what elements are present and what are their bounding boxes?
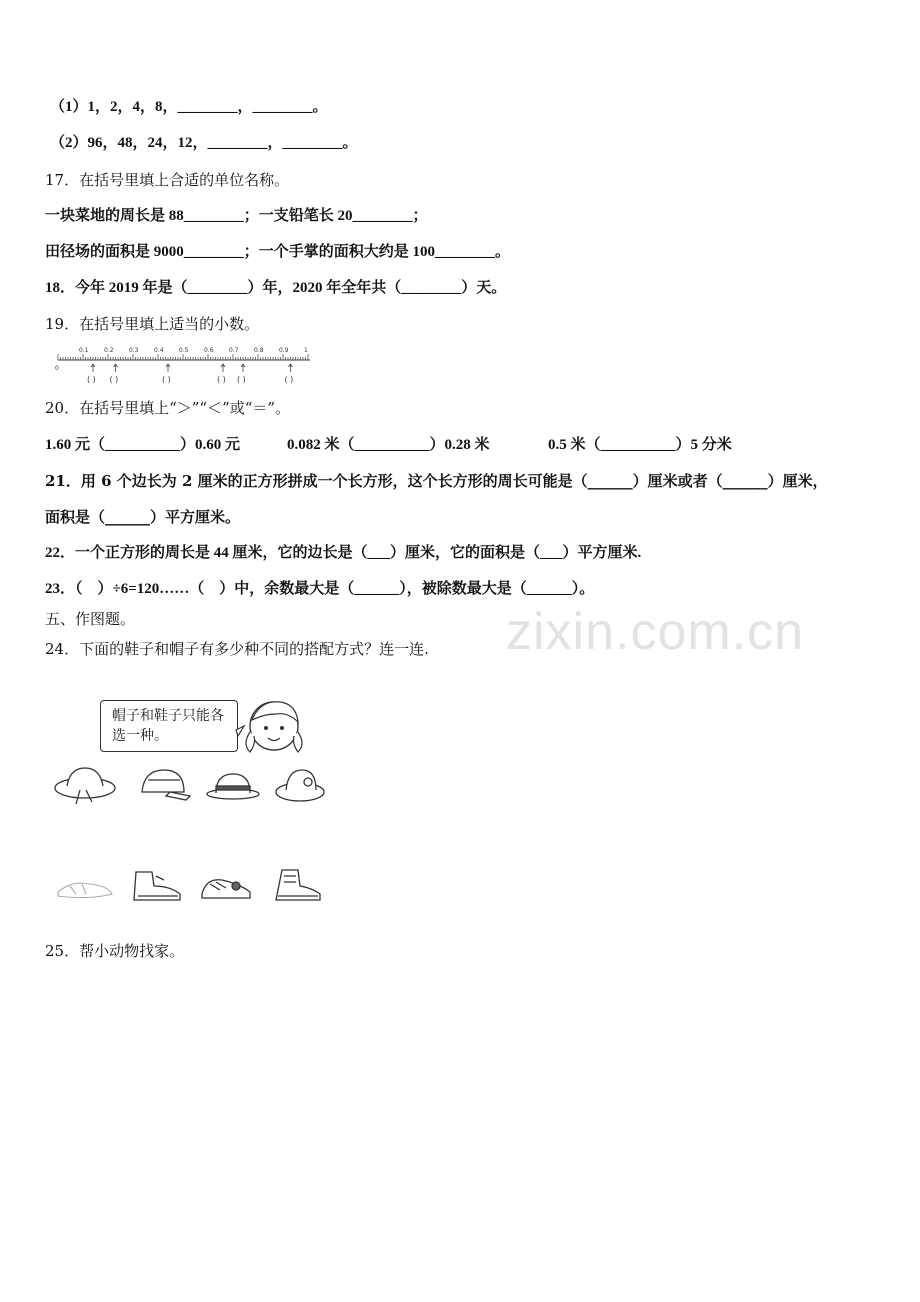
ruler-label: 0	[55, 365, 59, 372]
number-line	[50, 342, 320, 388]
q17-line1: 一块菜地的周长是 88________；一支铅笔长 20________；	[45, 208, 428, 224]
ruler-label: 0.3	[129, 347, 139, 354]
sun-hat-bow-icon	[55, 768, 115, 804]
ruler-label: 0.1	[79, 347, 89, 354]
q17-title: 17．在括号里填上合适的单位名称。	[45, 171, 290, 189]
fedora-icon	[207, 774, 259, 799]
shoes-row	[50, 864, 330, 909]
answer-arrow	[91, 364, 95, 372]
answer-bracket: ( )	[109, 375, 119, 384]
q20-item-1: 1.60 元（__________）0.60 元	[45, 437, 241, 453]
q17-line2: 田径场的面积是 9000________；一个手掌的面积大约是 100________。	[45, 244, 511, 260]
ruler-label: 0.9	[279, 347, 289, 354]
q25: 25．帮小动物找家。	[45, 942, 185, 960]
flower-hat-icon	[276, 770, 324, 801]
sequence-2: （2）96，48，24，12，________，________。	[50, 135, 358, 151]
hats-row	[50, 762, 330, 812]
answer-bracket: ( )	[162, 375, 171, 384]
answer-bracket: ( )	[87, 375, 96, 384]
ruler-label: 0.8	[254, 347, 264, 354]
answer-arrow	[166, 364, 170, 372]
answer-arrow	[289, 364, 293, 372]
answer-arrow	[241, 364, 245, 372]
q23: 23．（ ）÷6=120……（ ）中，余数最大是（______），被除数最大是（______）。	[45, 581, 595, 597]
q21-line1: 21．用 6 个边长为 2 厘米的正方形拼成一个长方形，这个长方形的周长可能是（______）厘米或者（______）厘米，	[45, 472, 828, 490]
answer-arrow	[221, 364, 225, 372]
q19-title: 19．在括号里填上适当的小数。	[45, 315, 260, 333]
boot-icon	[134, 872, 180, 900]
section-title: 五、作图题。	[45, 610, 136, 628]
speech-bubble-text: 帽子和鞋子只能各选一种。	[112, 708, 224, 744]
ruler-label: 0.7	[229, 347, 239, 354]
q24-title: 24．下面的鞋子和帽子有多少种不同的搭配方式？连一连.	[45, 640, 429, 658]
girl-illustration	[230, 692, 330, 762]
answer-bracket: ( )	[284, 375, 294, 384]
cap-icon	[142, 770, 190, 800]
q22: 22．一个正方形的周长是 44 厘米，它的边长是（___）厘米，它的面积是（___）平方厘米.	[45, 545, 642, 561]
ruler-label: 0.4	[154, 347, 164, 354]
sequence-1: （1）1，2，4，8，________，________。	[50, 99, 328, 115]
q20-item-2: 0.082 米（__________）0.28 米	[287, 437, 490, 453]
answer-bracket: ( )	[217, 375, 226, 384]
ruler-label: 0.2	[104, 347, 114, 354]
q20-title: 20．在括号里填上“＞”“＜”或“＝”。	[45, 399, 291, 417]
watermark: zixin.com.cn	[506, 603, 805, 661]
answer-arrow	[114, 364, 118, 372]
ruler-label: 0.5	[179, 347, 189, 354]
sneaker-icon	[202, 880, 250, 898]
high-top-icon	[276, 870, 320, 900]
ruler-label: 1	[304, 347, 308, 354]
ruler-label: 0.6	[204, 347, 214, 354]
sandal-icon	[58, 883, 112, 898]
q20-item-3: 0.5 米（__________）5 分米	[548, 437, 732, 453]
answer-bracket: ( )	[237, 375, 246, 384]
q18: 18．今年 2019 年是（________）年，2020 年全年共（________）天。	[45, 280, 507, 296]
q21-line2: 面积是（______）平方厘米。	[45, 508, 241, 526]
